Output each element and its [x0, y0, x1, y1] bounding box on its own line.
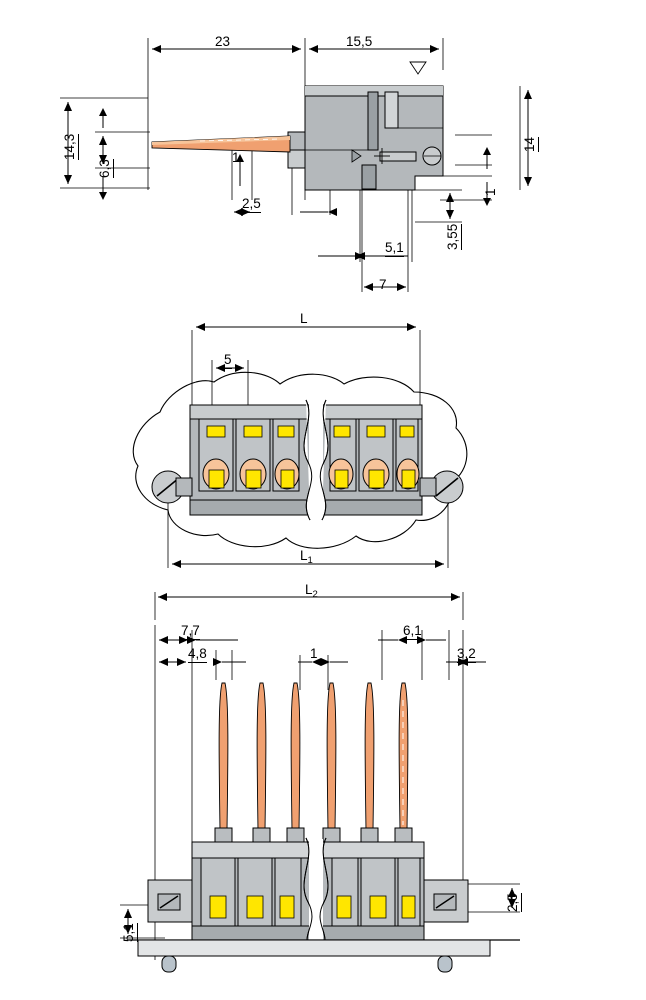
dim-5-label: 5 [224, 352, 232, 367]
dim-4-8-label: 4,8 [188, 646, 207, 661]
dim-6-3-label: 6,3 [97, 159, 112, 178]
dim-2-5-front-label: 2,5 [505, 893, 520, 912]
dim-5-1-front-label: 5,1 [121, 923, 136, 942]
dim-14-3-label: 14,3 [62, 133, 77, 160]
dim-23-label: 23 [215, 34, 231, 49]
dim-2-5-label: 2,5 [242, 196, 261, 211]
dim-3-2-label: 3,2 [457, 646, 476, 661]
dim-1-left-label: 1 [232, 150, 240, 165]
dim-3-55-label: 3,55 [445, 223, 460, 250]
front-view-geometry [120, 625, 520, 972]
dim-L1-label: $L_1$ [300, 548, 313, 566]
dim-14-right-label: 14 [522, 136, 537, 152]
side-view-geometry [60, 38, 528, 292]
dim-L-label: L [300, 311, 308, 326]
dim-1-label: 1 [310, 646, 318, 661]
dim-7-7-label: 7,7 [181, 623, 200, 638]
dim-1-right-label: 1 [483, 188, 498, 196]
dim-15-5-label: 15,5 [346, 34, 373, 49]
dim-L2-label: $L_2$ [305, 582, 318, 600]
dim-6-1-label: 6,1 [403, 623, 422, 638]
top-view-geometry [133, 327, 467, 620]
dim-7-label: 7 [379, 277, 387, 292]
dim-5-1-label: 5,1 [385, 240, 404, 255]
